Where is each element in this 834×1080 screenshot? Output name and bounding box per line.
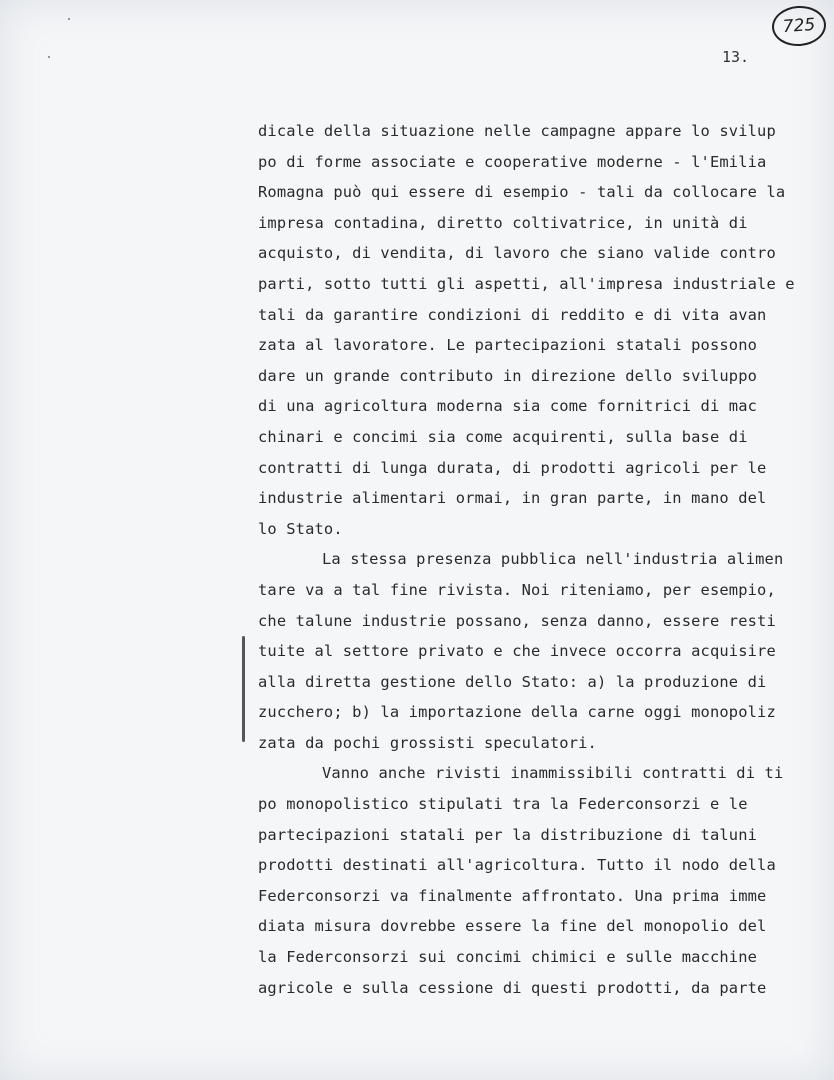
text-line: Federconsorzi va finalmente affrontato. Una prima imme [258, 886, 767, 905]
text-line: agricole e sulla cessione di questi prodotti, da parte [258, 978, 767, 997]
text-line: po monopolistico stipulati tra la Federconsorzi e le [258, 795, 748, 814]
text-line: po di forme associate e cooperative moderne - l'Emilia [258, 152, 767, 171]
paragraph [258, 758, 818, 1003]
text-line: partecipazioni statali per la distribuzione di taluni [258, 825, 758, 844]
text-line: acquisto, di vendita, di lavoro che siano valide contro [258, 244, 776, 263]
text-line: impresa contadina, diretto coltivatrice, in unità di [258, 213, 748, 232]
text-line: tuite al settore privato e che invece occorra acquisire [258, 642, 776, 661]
text-line: Romagna può qui essere di esempio - tali da collocare la [258, 183, 786, 202]
paper-speck [68, 18, 70, 20]
text-line: dicale della situazione nelle campagne appare lo svilup [258, 122, 776, 140]
archive-number-stamp: 725 [771, 4, 828, 48]
paragraph [258, 544, 818, 758]
paragraph [258, 116, 818, 544]
margin-line-mark [242, 636, 245, 742]
paper-speck [48, 56, 50, 58]
text-line: La stessa presenza pubblica nell'industria alimen [322, 550, 784, 569]
text-line: Vanno anche rivisti inammissibili contratti di ti [322, 764, 784, 783]
typewritten-body [258, 116, 818, 1003]
text-line: lo Stato. [258, 519, 343, 538]
text-line: diata misura dovrebbe essere la fine del monopolio del [258, 917, 767, 936]
text-line: che talune industrie possano, senza danno, essere resti [258, 611, 776, 630]
text-line: alla diretta gestione dello Stato: a) la produzione di [258, 672, 767, 691]
text-line: di una agricoltura moderna sia come fornitrici di mac [258, 397, 758, 416]
text-line: zata da pochi grossisti speculatori. [258, 733, 597, 752]
text-line: zata al lavoratore. Le partecipazioni statali possono [258, 336, 758, 355]
text-line: dare un grande contributo in direzione dello sviluppo [258, 366, 758, 385]
text-line: chinari e concimi sia come acquirenti, sulla base di [258, 427, 748, 446]
text-line: la Federconsorzi sui concimi chimici e sulle macchine [258, 948, 758, 967]
text-line: zucchero; b) la importazione della carne oggi monopoliz [258, 703, 776, 722]
text-line: industrie alimentari ormai, in gran parte, in mano del [258, 489, 767, 508]
text-line: tali da garantire condizioni di reddito e di vita avan [258, 305, 767, 324]
text-line: parti, sotto tutti gli aspetti, all'impresa industriale e [258, 274, 795, 293]
text-line: prodotti destinati all'agricoltura. Tutto il nodo della [258, 856, 776, 875]
text-line: tare va a tal fine rivista. Noi riteniamo, per esempio, [258, 580, 776, 599]
page-number: 13. [722, 48, 750, 66]
text-line: contratti di lunga durata, di prodotti agricoli per le [258, 458, 767, 477]
